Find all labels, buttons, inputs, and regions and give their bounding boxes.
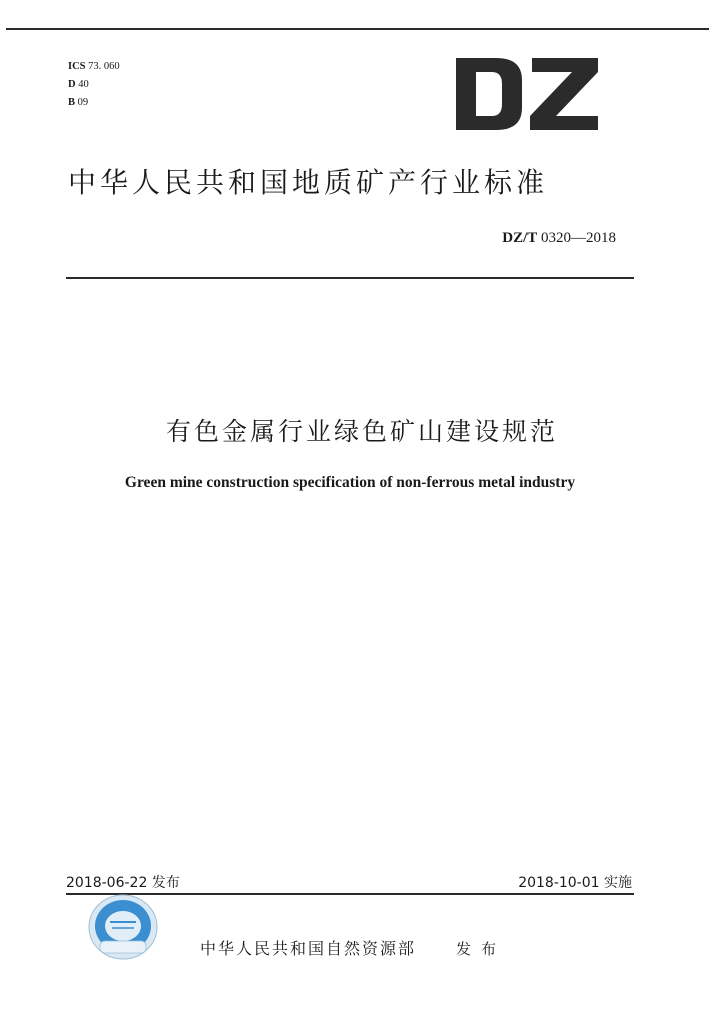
filing-code: B 09 xyxy=(68,97,89,108)
dz-logo xyxy=(456,58,598,130)
top-border-line xyxy=(6,28,709,30)
issue-label: 发布 xyxy=(456,940,507,958)
publish-date: 2018-06-22 发布 xyxy=(66,875,180,891)
ccs-code: D 40 xyxy=(68,79,89,90)
header-rule xyxy=(66,277,634,279)
classification-codes xyxy=(68,58,120,112)
agency-title: 中华人民共和国地质矿产行业标准 xyxy=(68,166,549,199)
ics-code: ICS 73. 060 xyxy=(68,61,120,72)
dz-logo-z xyxy=(530,58,598,130)
anti-counterfeit-seal-icon xyxy=(86,893,160,963)
dz-logo-d xyxy=(456,58,522,130)
issuing-authority: 中华人民共和国自然资源部 xyxy=(200,939,417,958)
title-english: Green mine construction specification of non-ferrous metal industry xyxy=(124,474,576,491)
standard-number: DZ/T 0320—2018 xyxy=(502,230,616,246)
title-chinese: 有色金属行业绿色矿山建设规范 xyxy=(165,417,558,446)
effective-date: 2018-10-01 实施 xyxy=(518,875,632,891)
